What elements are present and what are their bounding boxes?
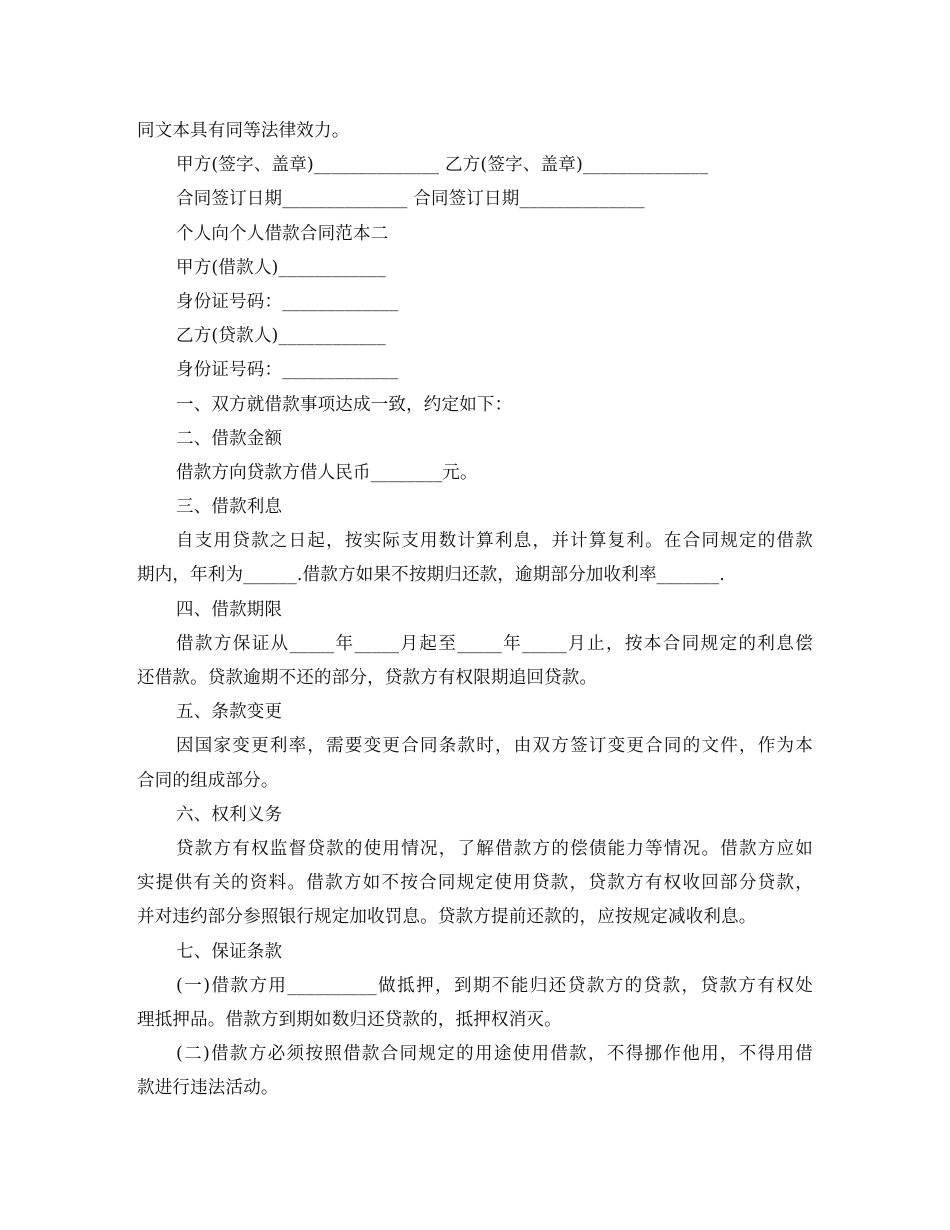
paragraph-line: 五、条款变更 <box>176 702 283 723</box>
paragraph-line: 同文本具有同等法律效力。 <box>137 121 350 141</box>
paragraph-line: 六、权利义务 <box>176 804 283 825</box>
paragraph-line: 实提供有关的资料。借款方如不按合同规定使用贷款，贷款方有权收回部分贷款， <box>137 873 813 894</box>
paragraph-line: 期内，年利为______.借款方如果不按期归还款，逾期部分加收利率_______. <box>137 565 726 586</box>
paragraph-line: 七、保证条款 <box>176 941 283 962</box>
paragraph-line: 借款方向贷款方借人民币________元。 <box>176 462 478 483</box>
paragraph-line: 自支用贷款之日起，按实际支用数计算利息，并计算复利。在合同规定的借款 <box>176 531 813 552</box>
paragraph-line: 合同的组成部分。 <box>137 770 279 791</box>
paragraph-line: 因国家变更利率，需要变更合同条款时，由双方签订变更合同的文件，作为本 <box>176 736 813 757</box>
paragraph-line: 三、借款利息 <box>176 497 283 518</box>
paragraph-line: 个人向个人借款合同范本二 <box>176 223 389 244</box>
paragraph-line: (一)借款方用__________做抵押，到期不能归还贷款方的贷款，贷款方有权处 <box>176 975 813 996</box>
paragraph-line: 款进行违法活动。 <box>137 1078 279 1099</box>
paragraph-line: 身份证号码：_____________ <box>176 291 399 312</box>
paragraph-line: 借款方保证从_____年_____月起至_____年_____月止，按本合同规定的利息偿 <box>176 633 813 654</box>
paragraph-line: 合同签订日期______________ 合同签订日期______________ <box>176 189 645 210</box>
paragraph-line: 一、双方就借款事项达成一致，约定如下： <box>176 394 513 415</box>
paragraph-line: (二)借款方必须按照借款合同规定的用途使用借款，不得挪作他用，不得用借 <box>176 1044 813 1065</box>
paragraph-line: 乙方(贷款人)____________ <box>176 326 386 347</box>
paragraph-line: 甲方(借款人)____________ <box>176 257 386 278</box>
document-body <box>137 114 813 1105</box>
paragraph-line: 甲方(签字、盖章)______________ 乙方(签字、盖章)______________ <box>176 155 709 176</box>
paragraph-line: 身份证号码：_____________ <box>176 360 399 381</box>
paragraph-line: 并对违约部分参照银行规定加收罚息。贷款方提前还款的，应按规定减收利息。 <box>137 907 757 928</box>
paragraph-line: 还借款。贷款逾期不还的部分，贷款方有权限期追回贷款。 <box>137 668 598 688</box>
paragraph-line: 四、借款期限 <box>176 599 283 620</box>
paragraph-line: 贷款方有权监督贷款的使用情况，了解借款方的偿债能力等情况。借款方应如 <box>176 838 813 859</box>
paragraph-line: 理抵押品。借款方到期如数归还贷款的，抵押权消灭。 <box>137 1009 562 1030</box>
paragraph-line: 二、借款金额 <box>176 428 283 449</box>
